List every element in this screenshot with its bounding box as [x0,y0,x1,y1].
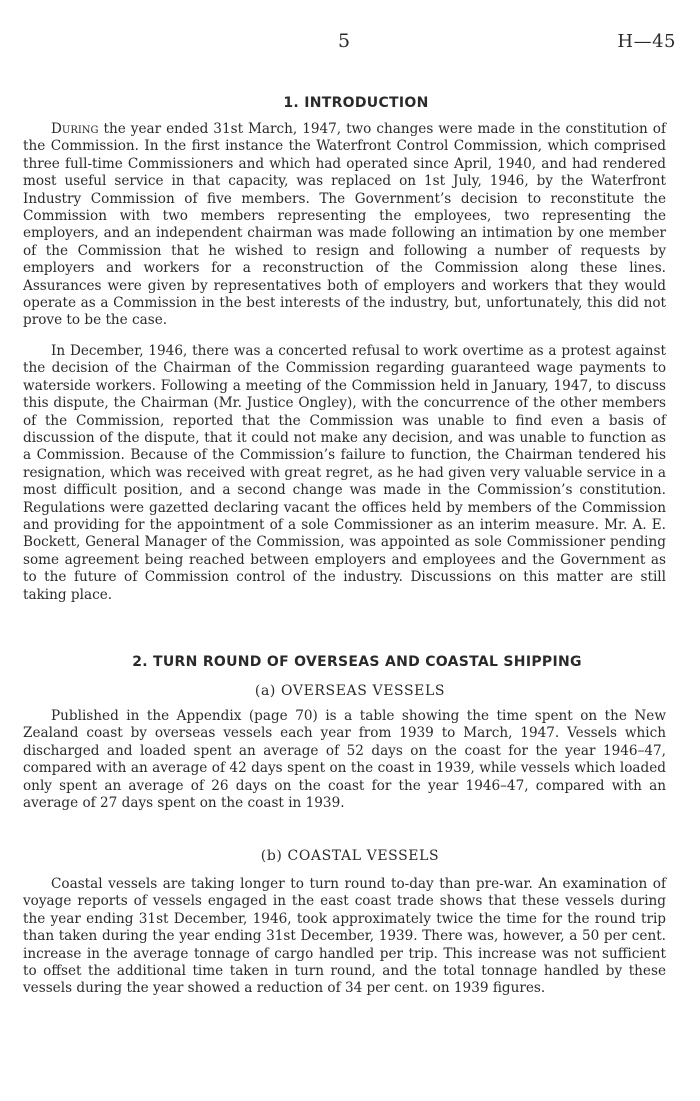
drop-lead-word: During [51,121,99,137]
document-reference: H—45 [617,31,676,52]
paragraph-introduction-2 [23,343,666,604]
paragraph-text: Published in the Appendix (page 70) is a table showing the time spent on the New Zealand coast by overseas vessels each year from 1939 to March, 1947. Vessels which discharged and loaded spent an average of 52 days on the coast for the year 1946–47, compared with an average of 42 days spent on the coast in 1939, while vessels which loaded only spent an average of 26 days on the coast for the year 1946–47, compared with an average of 27 days spent on the coast in 1939. [23,708,666,812]
section-heading-turn-round: 2. TURN ROUND OF OVERSEAS AND COASTAL SHIPPING [132,654,582,670]
paragraph-text: In December, 1946, there was a concerted refusal to work overtime as a protest against the decision of the Chairman of the Commission regarding guaranteed wage payments to waterside workers. Following a meeting of the Commission held in January, 1947, to discuss this dispute, the Chairman (Mr. Justice Ongley), with the concurrence of the other members of the Commission, reported that the Commission was unable to find even a basis of discussion of the dispute, that it could not make any decision, and was unable to function as a Commission. Because of the Commission’s failure to function, the Chairman tendered his resignation, which was received with great regret, as he had given very valuable service in a most difficult position, and a second change was made in the Commission’s constitution. Regulations were gazetted declaring vacant the offices held by members of the Commission and providing for the appointment of a sole Commissioner as an interim measure. Mr. A. E. Bockett, General Manager of the Commission, was appointed as sole Commissioner pending some agreement being reached between employers and employees and the Government as to the future of Commission control of the industry. Discussions on this matter are still taking place. [23,343,666,603]
section-heading-introduction: 1. INTRODUCTION [283,95,429,111]
paragraph-coastal-vessels [23,876,666,998]
paragraph-introduction-1 [23,121,666,330]
paragraph-text: Coastal vessels are taking longer to turn round to-day than pre-war. An examination of voyage reports of vessels engaged in the east coast trade shows that these vessels during the year ending 31st December, 1946, took approximately twice the time for the round trip than taken during the year ending 31st December, 1939. There was, however, a 50 per cent. increase in the average tonnage of cargo handled per trip. This increase was not sufficient to offset the additional time taken in turn round, and the total tonnage handled by these vessels during the year showed a reduction of 34 per cent. on 1939 figures. [23,876,666,997]
page-number: 5 [338,30,351,52]
subheading-overseas-vessels: (a) OVERSEAS VESSELS [254,683,446,699]
subheading-coastal-vessels: (b) COASTAL VESSELS [260,848,440,864]
paragraph-overseas-vessels [23,708,666,812]
paragraph-text: the year ended 31st March, 1947, two changes were made in the constitution of the Commission. In the first instance the Waterfront Control Commission, which comprised three full-time Commissioners and which had operated since April, 1940, and had rendered most useful service in that capacity, was replaced on 1st July, 1946, by the Waterfront Industry Commission of five members. The Government’s decision to reconstitute the Commission with two members representing the employees, two representing the employers, and an independent chairman was made following an intimation by one member of the Commission that he wished to resign and following a number of requests by employers and workers for a reconstruction of the Commission along these lines. Assurances were given by representatives both of employers and workers that they would operate as a Commission in the best interests of the industry, but, unfortunately, this did not prove to be the case. [23,121,666,329]
